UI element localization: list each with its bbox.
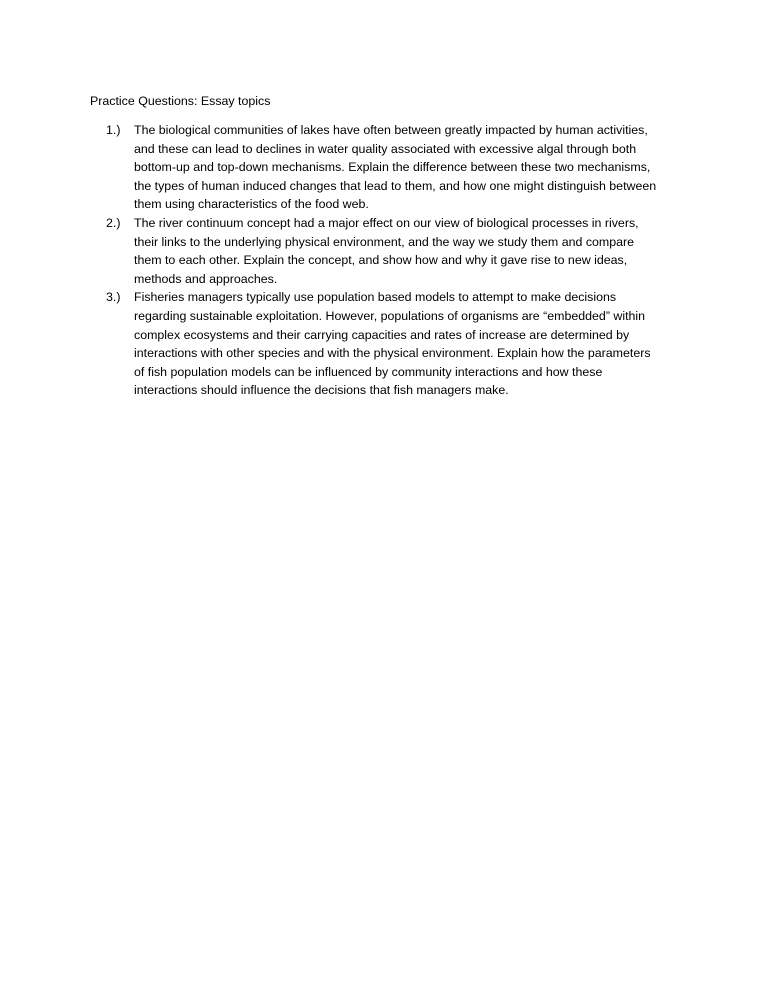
question-item-2 <box>106 214 706 288</box>
question-text-line: interactions should influence the decisions that fish managers make. <box>134 383 509 398</box>
question-text-line: their links to the underlying physical environment, and the way we study them and compare <box>134 234 635 249</box>
question-text-line: interactions with other species and with the physical environment. Explain how the parameters <box>134 346 651 361</box>
question-text-line: the types of human induced changes that lead to them, and how one might distinguish between <box>134 178 657 193</box>
document-heading: Practice Questions: Essay topics <box>90 94 271 108</box>
question-text-line: regarding sustainable exploitation. However, populations of organisms are “embedded” within <box>134 308 646 323</box>
question-text-line: and these can lead to declines in water quality associated with excessive algal through both <box>134 141 637 156</box>
question-text-line: methods and approaches. <box>134 271 278 286</box>
question-item-1 <box>106 121 706 214</box>
question-text-line: bottom-up and top-down mechanisms. Explain the difference between these two mechanisms, <box>134 160 651 175</box>
question-number: 3.) <box>106 290 121 305</box>
question-number: 1.) <box>106 123 121 137</box>
question-text-line: The river continuum concept had a major effect on our view of biological processes in rivers, <box>134 215 639 230</box>
question-text-line: of fish population models can be influenced by community interactions and how these <box>134 364 603 379</box>
question-text-line: complex ecosystems and their carrying capacities and rates of increase are determined by <box>134 327 630 342</box>
question-text-line: The biological communities of lakes have often between greatly impacted by human activities, <box>134 123 648 137</box>
question-text-line: Fisheries managers typically use population based models to attempt to make decisions <box>134 290 617 305</box>
question-list <box>106 121 706 400</box>
question-text-line: them to each other. Explain the concept, and show how and why it gave rise to new ideas, <box>134 253 628 268</box>
question-item-3 <box>106 288 706 400</box>
question-text-line: them using characteristics of the food web. <box>134 197 369 212</box>
question-number: 2.) <box>106 215 121 230</box>
